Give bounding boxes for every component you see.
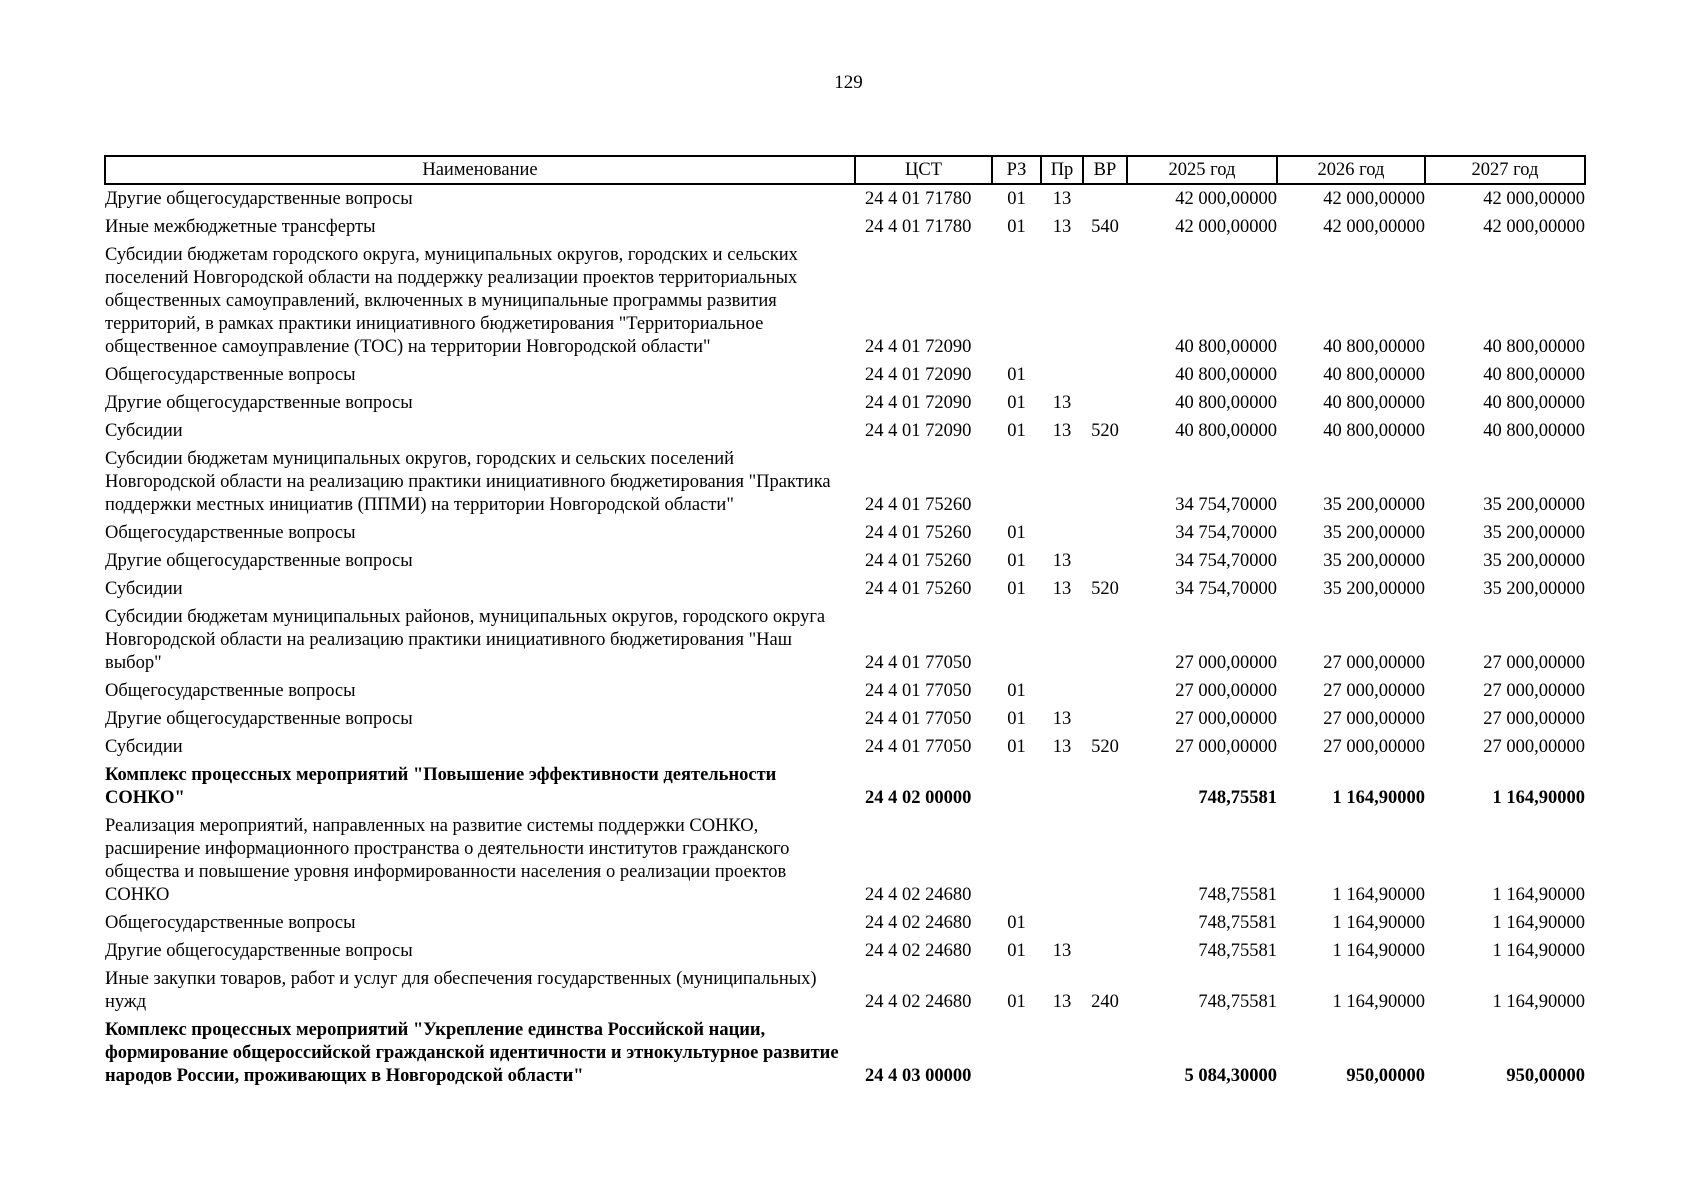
cell-2025: 40 800,00000	[1175, 393, 1277, 413]
cell-2026: 27 000,00000	[1323, 653, 1425, 673]
cell-2026: 1 164,90000	[1332, 913, 1425, 933]
table-row	[105, 812, 1585, 909]
cell-2026: 27 000,00000	[1323, 681, 1425, 701]
cell-name: Общегосударственные вопросы	[105, 681, 356, 701]
cell-rz: 01	[1007, 393, 1026, 413]
cell-2026: 1 164,90000	[1332, 941, 1425, 961]
cell-2027: 1 164,90000	[1492, 788, 1585, 808]
cell-name: Иные закупки товаров, работ и услуг для обеспечения государственных (муниципальных) нужд	[105, 969, 817, 1012]
budget-table	[104, 155, 1586, 1090]
cell-2027: 1 164,90000	[1492, 913, 1585, 933]
cell-2026: 40 800,00000	[1323, 393, 1425, 413]
cell-pr: 13	[1052, 992, 1072, 1012]
cell-pr	[1041, 761, 1083, 812]
cell-2026: 950,00000	[1346, 1066, 1425, 1086]
table-row	[105, 909, 1585, 937]
cell-2027: 27 000,00000	[1483, 709, 1585, 729]
table-row	[105, 184, 1585, 213]
cell-2026: 40 800,00000	[1323, 337, 1425, 357]
cell-2027: 42 000,00000	[1483, 189, 1585, 209]
cell-2027: 35 200,00000	[1483, 551, 1585, 571]
cell-2026: 27 000,00000	[1323, 737, 1425, 757]
header-pr: Пр	[1041, 156, 1083, 184]
cell-2027: 40 800,00000	[1483, 365, 1585, 385]
cell-vr: 520	[1091, 579, 1119, 599]
cell-rz	[992, 603, 1041, 677]
cell-pr	[1041, 909, 1083, 937]
cell-2027: 27 000,00000	[1483, 653, 1585, 673]
header-name: Наименование	[105, 156, 855, 184]
table-row	[105, 519, 1585, 547]
cell-2027: 35 200,00000	[1483, 495, 1585, 515]
cell-2027: 1 164,90000	[1492, 885, 1585, 905]
cell-pr	[1041, 519, 1083, 547]
cell-2027: 1 164,90000	[1492, 992, 1585, 1012]
cell-2025: 34 754,70000	[1175, 523, 1277, 543]
cell-rz: 01	[1007, 189, 1026, 209]
cell-cst: 24 4 02 24680	[865, 913, 972, 933]
cell-cst: 24 4 01 77050	[865, 653, 972, 673]
cell-cst: 24 4 01 77050	[865, 709, 972, 729]
cell-2026: 1 164,90000	[1332, 788, 1425, 808]
cell-2027: 950,00000	[1506, 1066, 1585, 1086]
cell-rz: 01	[1007, 737, 1026, 757]
cell-cst: 24 4 01 77050	[865, 681, 972, 701]
cell-rz: 01	[1007, 709, 1026, 729]
cell-cst: 24 4 02 24680	[865, 885, 972, 905]
cell-cst: 24 4 01 75260	[865, 551, 972, 571]
cell-pr: 13	[1052, 579, 1072, 599]
cell-rz: 01	[1007, 579, 1026, 599]
cell-pr: 13	[1052, 709, 1072, 729]
cell-name: Субсидии	[105, 737, 183, 757]
cell-2025: 748,75581	[1198, 913, 1277, 933]
cell-2025: 42 000,00000	[1175, 189, 1277, 209]
cell-pr: 13	[1052, 393, 1072, 413]
cell-vr: 520	[1091, 421, 1119, 441]
cell-vr	[1083, 812, 1127, 909]
table-row	[105, 445, 1585, 519]
cell-2025: 27 000,00000	[1175, 681, 1277, 701]
table-row	[105, 603, 1585, 677]
table-row	[105, 733, 1585, 761]
cell-2026: 35 200,00000	[1323, 579, 1425, 599]
cell-vr: 240	[1091, 992, 1119, 1012]
cell-rz: 01	[1007, 217, 1026, 237]
table-row	[105, 761, 1585, 812]
header-2025: 2025 год	[1127, 156, 1277, 184]
table-row	[105, 213, 1585, 241]
cell-2025: 40 800,00000	[1175, 365, 1277, 385]
cell-cst: 24 4 02 00000	[865, 788, 972, 808]
cell-pr	[1041, 677, 1083, 705]
cell-2025: 40 800,00000	[1175, 421, 1277, 441]
table-row	[105, 677, 1585, 705]
table-row	[105, 965, 1585, 1016]
cell-name: Другие общегосударственные вопросы	[105, 551, 413, 571]
cell-pr: 13	[1052, 189, 1072, 209]
cell-2027: 40 800,00000	[1483, 337, 1585, 357]
cell-pr	[1041, 603, 1083, 677]
cell-rz: 01	[1007, 523, 1026, 543]
cell-2026: 35 200,00000	[1323, 523, 1425, 543]
table-row	[105, 547, 1585, 575]
cell-pr: 13	[1052, 421, 1072, 441]
cell-2027: 1 164,90000	[1492, 941, 1585, 961]
cell-vr	[1083, 241, 1127, 361]
cell-name: Реализация мероприятий, направленных на развитие системы поддержки СОНКО, расширение информационного пространства о деятельности институтов гражданского общества и повышение уровня информированности населения о реализации проектов СОНКО	[105, 816, 790, 905]
cell-name: Другие общегосударственные вопросы	[105, 189, 413, 209]
cell-cst: 24 4 01 72090	[865, 365, 972, 385]
cell-pr: 13	[1052, 941, 1072, 961]
cell-vr: 520	[1091, 737, 1119, 757]
cell-name: Субсидии	[105, 421, 183, 441]
cell-rz	[992, 241, 1041, 361]
table-row	[105, 705, 1585, 733]
cell-cst: 24 4 01 77050	[865, 737, 972, 757]
cell-name: Общегосударственные вопросы	[105, 365, 356, 385]
header-cst: ЦСТ	[855, 156, 992, 184]
cell-name: Другие общегосударственные вопросы	[105, 393, 413, 413]
cell-name: Субсидии бюджетам муниципальных округов, городских и сельских поселений Новгородской области на реализацию практики инициативного бюджетирования "Практика поддержки местных инициатив (ППМИ) на территории Новгородской области"	[105, 449, 831, 515]
cell-pr: 13	[1052, 737, 1072, 757]
cell-pr	[1041, 241, 1083, 361]
table-row	[105, 389, 1585, 417]
cell-vr	[1083, 389, 1127, 417]
cell-rz: 01	[1007, 365, 1026, 385]
header-rz: РЗ	[992, 156, 1041, 184]
cell-vr	[1083, 937, 1127, 965]
cell-vr	[1083, 909, 1127, 937]
table-row	[105, 361, 1585, 389]
table-body	[105, 184, 1585, 1090]
cell-vr	[1083, 1016, 1127, 1090]
cell-name: Иные межбюджетные трансферты	[105, 217, 376, 237]
cell-pr	[1041, 361, 1083, 389]
cell-vr	[1083, 519, 1127, 547]
cell-vr	[1083, 445, 1127, 519]
cell-2026: 27 000,00000	[1323, 709, 1425, 729]
cell-rz: 01	[1007, 551, 1026, 571]
cell-2025: 27 000,00000	[1175, 709, 1277, 729]
cell-pr: 13	[1052, 217, 1072, 237]
cell-cst: 24 4 01 72090	[865, 337, 972, 357]
cell-vr	[1083, 603, 1127, 677]
cell-name: Комплекс процессных мероприятий "Укрепление единства Российской нации, формирование общероссийской гражданской идентичности и этнокультурное развитие народов России, проживающих в Новгородской области"	[105, 1020, 839, 1086]
cell-rz: 01	[1007, 421, 1026, 441]
cell-2025: 42 000,00000	[1175, 217, 1277, 237]
header-2027: 2027 год	[1425, 156, 1585, 184]
cell-cst: 24 4 01 71780	[865, 189, 972, 209]
cell-2026: 1 164,90000	[1332, 885, 1425, 905]
cell-2025: 748,75581	[1198, 885, 1277, 905]
cell-2025: 34 754,70000	[1175, 551, 1277, 571]
cell-2025: 748,75581	[1198, 788, 1277, 808]
cell-pr: 13	[1052, 551, 1072, 571]
cell-2026: 1 164,90000	[1332, 992, 1425, 1012]
cell-2027: 42 000,00000	[1483, 217, 1585, 237]
cell-rz: 01	[1007, 941, 1026, 961]
cell-cst: 24 4 03 00000	[865, 1066, 972, 1086]
cell-2025: 748,75581	[1198, 992, 1277, 1012]
cell-name: Другие общегосударственные вопросы	[105, 709, 413, 729]
cell-cst: 24 4 01 75260	[865, 495, 972, 515]
cell-2025: 27 000,00000	[1175, 653, 1277, 673]
cell-rz	[992, 445, 1041, 519]
page-number: 129	[834, 72, 863, 93]
cell-vr	[1083, 705, 1127, 733]
cell-2025: 27 000,00000	[1175, 737, 1277, 757]
cell-vr	[1083, 184, 1127, 213]
cell-rz	[992, 812, 1041, 909]
cell-name: Субсидии бюджетам муниципальных районов, муниципальных округов, городского округа Новгородской области на реализацию практики инициативного бюджетирования "Наш выбор"	[105, 607, 826, 673]
cell-2027: 40 800,00000	[1483, 421, 1585, 441]
cell-vr	[1083, 361, 1127, 389]
cell-cst: 24 4 01 72090	[865, 393, 972, 413]
cell-2027: 35 200,00000	[1483, 523, 1585, 543]
cell-rz: 01	[1007, 913, 1026, 933]
cell-2025: 34 754,70000	[1175, 495, 1277, 515]
cell-rz: 01	[1007, 992, 1026, 1012]
cell-2026: 42 000,00000	[1323, 189, 1425, 209]
cell-2026: 40 800,00000	[1323, 365, 1425, 385]
cell-name: Общегосударственные вопросы	[105, 523, 356, 543]
cell-2026: 35 200,00000	[1323, 551, 1425, 571]
cell-name: Субсидии	[105, 579, 183, 599]
cell-rz	[992, 1016, 1041, 1090]
cell-2026: 35 200,00000	[1323, 495, 1425, 515]
cell-pr	[1041, 445, 1083, 519]
cell-2027: 27 000,00000	[1483, 681, 1585, 701]
table-row	[105, 937, 1585, 965]
cell-rz	[992, 761, 1041, 812]
table-row	[105, 241, 1585, 361]
cell-2026: 40 800,00000	[1323, 421, 1425, 441]
cell-2025: 5 084,30000	[1184, 1066, 1277, 1086]
cell-rz: 01	[1007, 681, 1026, 701]
cell-pr	[1041, 812, 1083, 909]
table-row	[105, 1016, 1585, 1090]
cell-2025: 40 800,00000	[1175, 337, 1277, 357]
cell-vr	[1083, 677, 1127, 705]
cell-2027: 27 000,00000	[1483, 737, 1585, 757]
cell-cst: 24 4 01 71780	[865, 217, 972, 237]
cell-name: Другие общегосударственные вопросы	[105, 941, 413, 961]
cell-name: Комплекс процессных мероприятий "Повышение эффективности деятельности СОНКО"	[105, 765, 777, 808]
cell-vr	[1083, 761, 1127, 812]
header-vr: ВР	[1083, 156, 1127, 184]
cell-vr: 540	[1091, 217, 1119, 237]
table-row	[105, 417, 1585, 445]
header-2026: 2026 год	[1277, 156, 1425, 184]
cell-name: Субсидии бюджетам городского округа, муниципальных округов, городских и сельских поселений Новгородской области на поддержку реализации проектов территориальных общественных самоуправлений, включенных в муниципальные программы развития территорий, в рамках практики инициативного бюджетирования "Территориальное общественное самоуправление (ТОС) на территории Новгородской области"	[105, 245, 798, 357]
cell-cst: 24 4 01 72090	[865, 421, 972, 441]
table-row	[105, 575, 1585, 603]
cell-cst: 24 4 02 24680	[865, 941, 972, 961]
cell-cst: 24 4 02 24680	[865, 992, 972, 1012]
cell-pr	[1041, 1016, 1083, 1090]
cell-vr	[1083, 547, 1127, 575]
cell-2026: 42 000,00000	[1323, 217, 1425, 237]
cell-2025: 748,75581	[1198, 941, 1277, 961]
cell-cst: 24 4 01 75260	[865, 579, 972, 599]
cell-2027: 35 200,00000	[1483, 579, 1585, 599]
cell-2025: 34 754,70000	[1175, 579, 1277, 599]
cell-cst: 24 4 01 75260	[865, 523, 972, 543]
cell-2027: 40 800,00000	[1483, 393, 1585, 413]
table-header	[105, 156, 1585, 184]
cell-name: Общегосударственные вопросы	[105, 913, 356, 933]
